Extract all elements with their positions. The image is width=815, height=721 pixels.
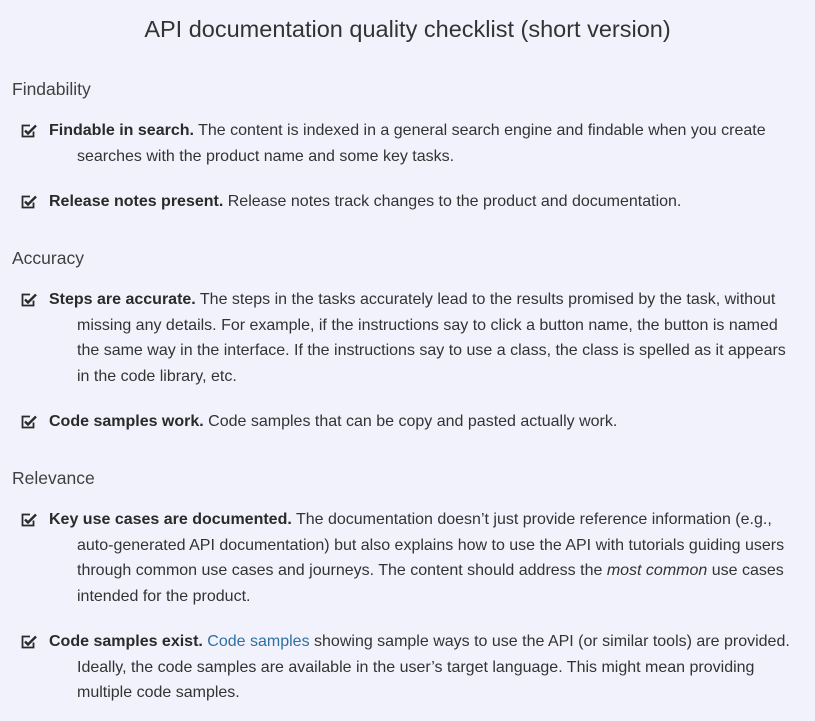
page-title: API documentation quality checklist (short version): [144, 16, 671, 42]
checklist-item-code-samples-work: [21, 409, 801, 435]
item-emphasis: most common: [606, 562, 708, 579]
item-description: The content is indexed in a general search engine and findable when you create searches with the product name and some key tasks.: [77, 122, 766, 165]
checklist-item-release-notes: [21, 189, 801, 215]
item-description: The steps in the tasks accurately lead to the results promised by the task, without missing any details. For example, if the instructions say to click a button name, the button is named the same way in the interface. If the instructions say to use a class, the class is spelled as it appears in the code library, etc.: [77, 291, 786, 385]
section-heading-accuracy: Accuracy: [12, 248, 84, 268]
code-samples-link[interactable]: Code samples: [207, 633, 310, 650]
check-square-icon: [21, 292, 37, 308]
item-title: Code samples work.: [49, 413, 204, 430]
item-description: The documentation doesn’t just provide reference information (e.g., auto-generated API documentation) but also explains how to use the API with tutorials guiding users through common use cases and journeys. The content should address the: [77, 511, 785, 579]
item-title: Key use cases are documented.: [49, 511, 292, 528]
item-description-end: use cases intended for the product.: [77, 562, 784, 605]
checklist-item-code-samples-exist: [21, 629, 801, 706]
item-description: Code samples that can be copy and pasted actually work.: [208, 413, 618, 430]
check-square-icon: [21, 123, 37, 139]
item-title: Code samples exist.: [49, 633, 203, 650]
check-square-icon: [21, 194, 37, 210]
checklist-item-steps-accurate: [21, 287, 801, 389]
check-square-icon: [21, 414, 37, 430]
section-heading-relevance: Relevance: [12, 468, 95, 488]
check-square-icon: [21, 512, 37, 528]
checklist-item-findable-in-search: [21, 118, 801, 169]
item-title: Findable in search.: [49, 122, 194, 139]
item-title: Steps are accurate.: [49, 291, 196, 308]
item-description: Release notes track changes to the product and documentation.: [227, 193, 682, 210]
item-title: Release notes present.: [49, 193, 224, 210]
section-heading-findability: Findability: [12, 79, 91, 99]
check-square-icon: [21, 634, 37, 650]
item-description: showing sample ways to use the API (or similar tools) are provided. Ideally, the code samples are available in the user’s target language. This might mean providing multiple code samples.: [77, 633, 790, 701]
checklist-item-key-use-cases: [21, 507, 801, 609]
